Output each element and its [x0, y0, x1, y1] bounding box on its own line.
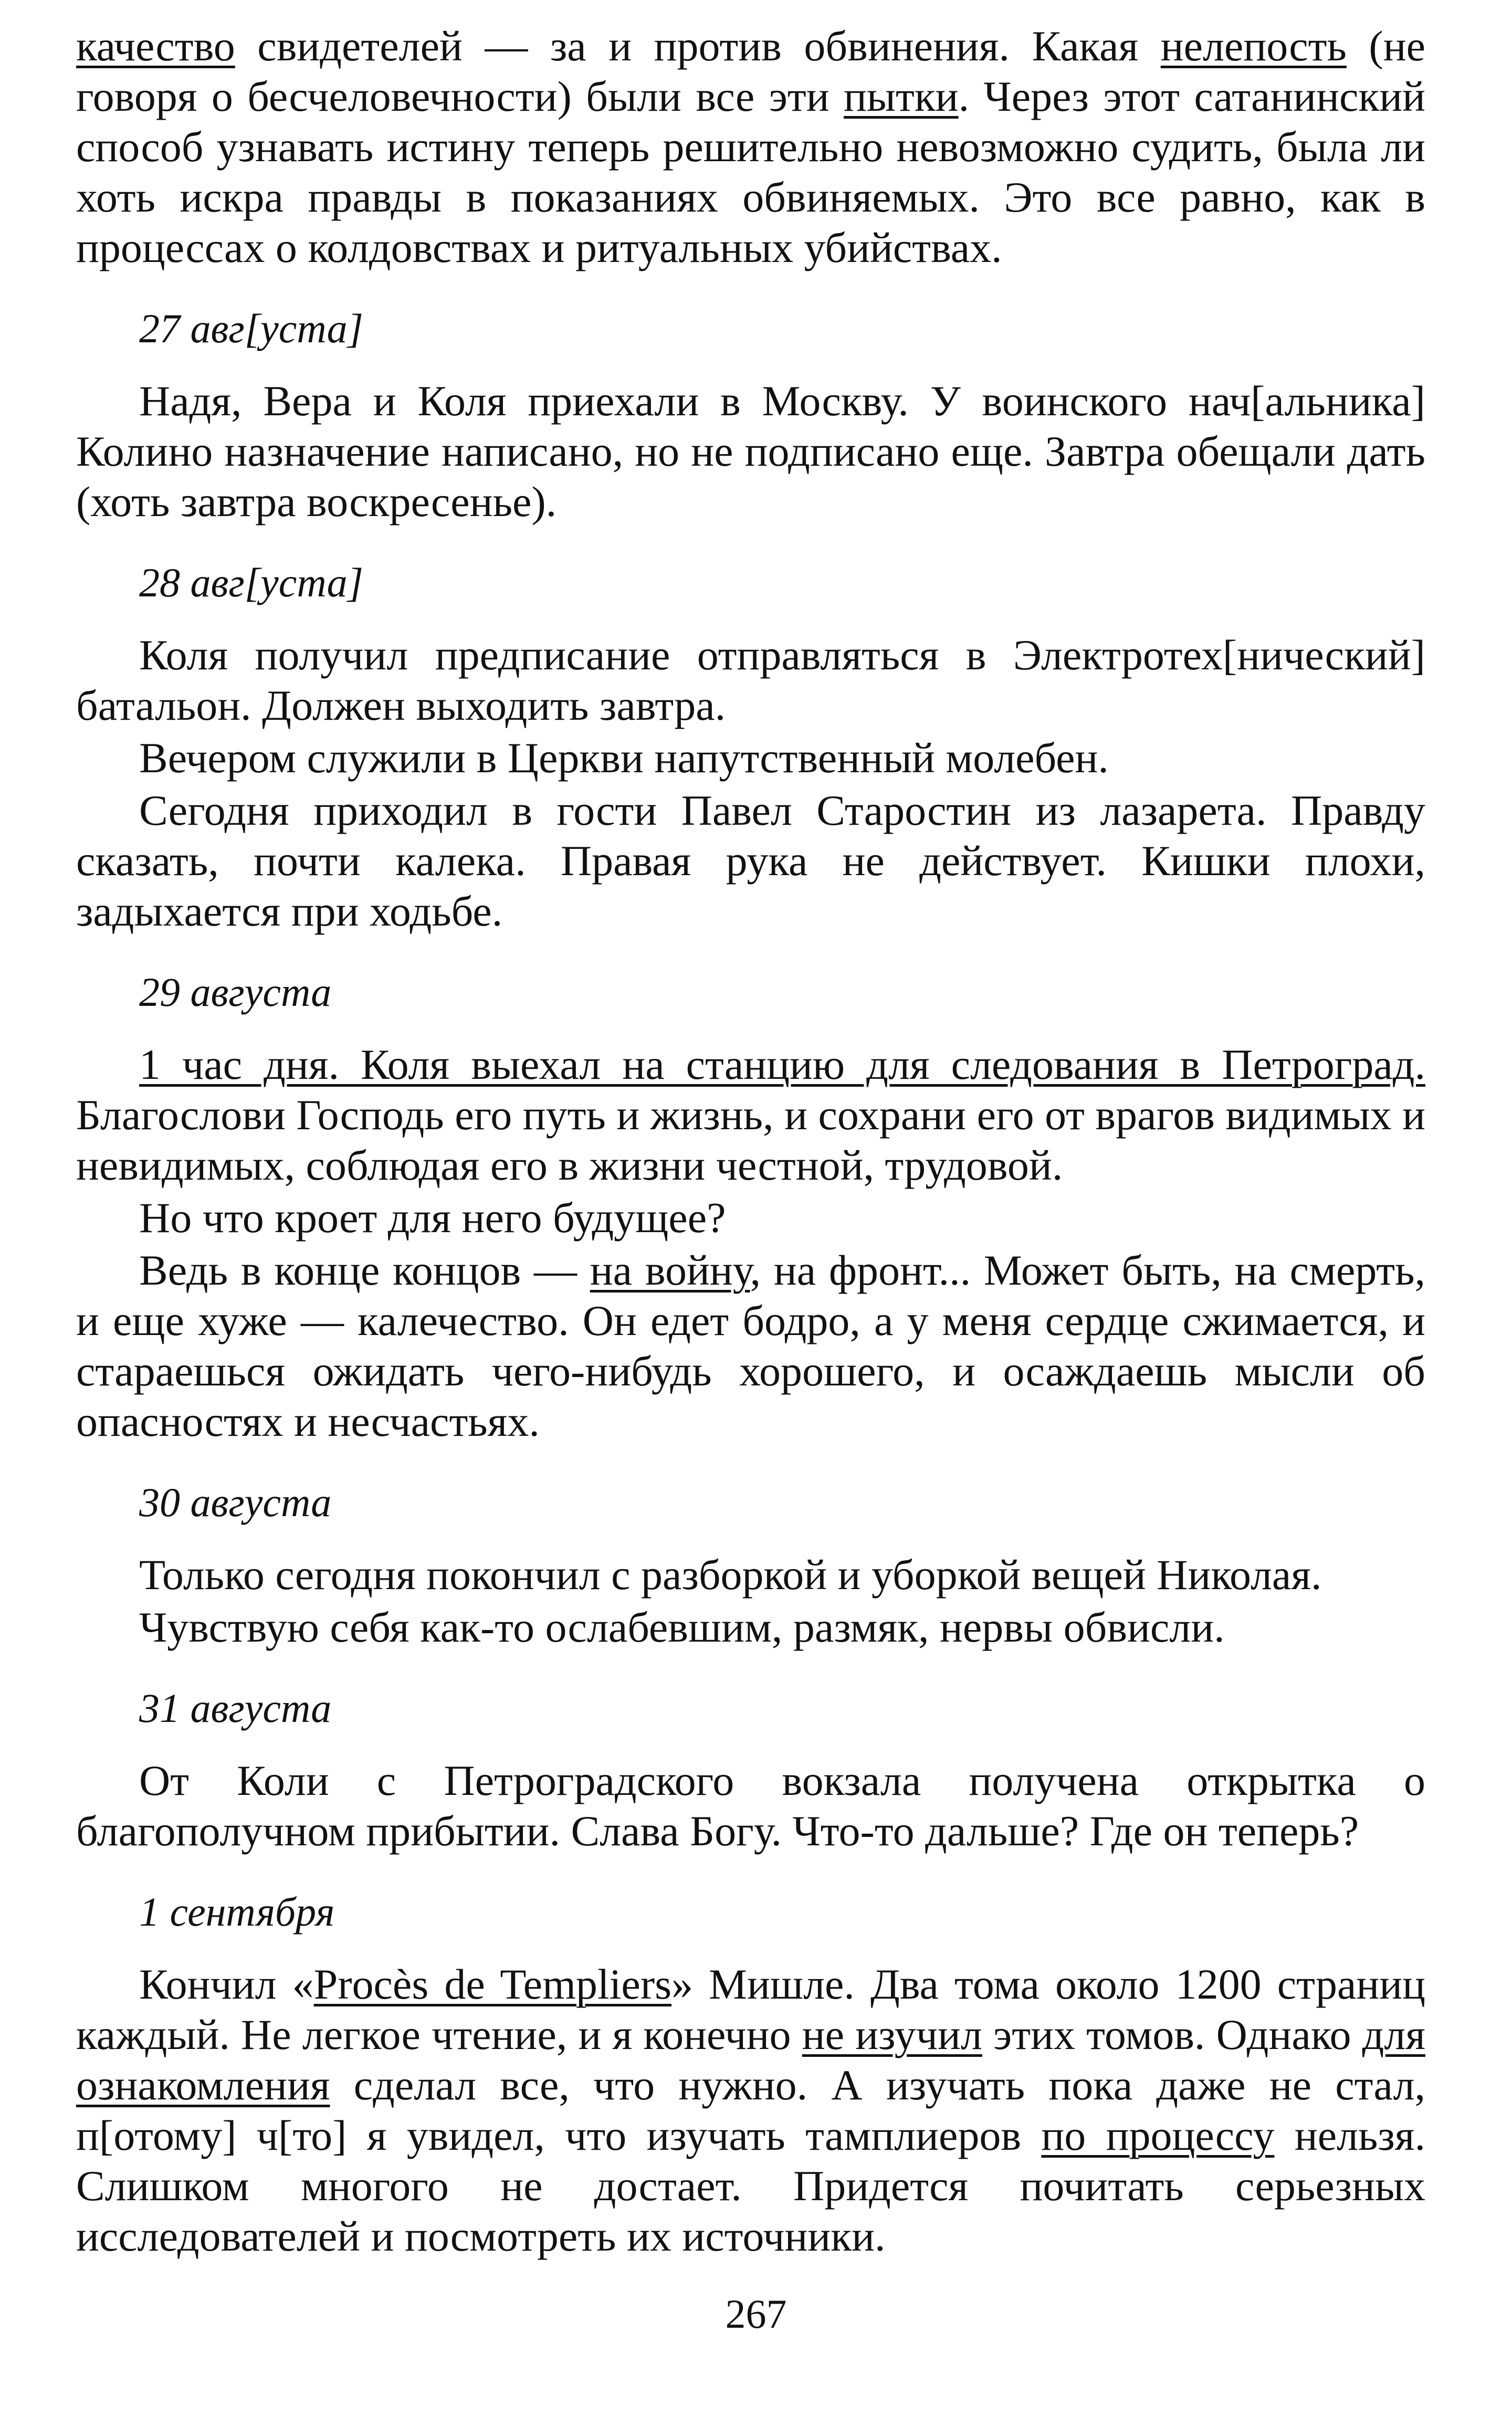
entry-date: 27 авг[уста] [139, 306, 364, 351]
diary-entry-30-august [76, 1477, 1425, 1653]
underlined-phrase: не изучил [802, 2011, 982, 2058]
page-number: 267 [725, 2291, 787, 2337]
text-run: Благослови Господь его путь и жизнь, и сохрани его от врагов видимых и невидимых, соблюдая его в жизни честной, трудовой. [76, 1091, 1425, 1189]
entry-paragraph: От Коли с Петроградского вокзала получена открытка о благополучном прибытии. Слава Богу. Что-то дальше? Где он теперь? [76, 1757, 1425, 1855]
text-run: сделал все, что нужно. А изучать пока даже не стал, п[отому] ч[то] я увидел, что изучать тамплиеров [76, 2061, 1425, 2159]
entry-date: 30 августа [139, 1479, 332, 1525]
diary-entry-29-august [76, 967, 1425, 1447]
entry-paragraph: Вечером служили в Церкви напутственный молебен. [139, 734, 1109, 782]
entry-date: 31 августа [139, 1685, 332, 1731]
opening-paragraph [76, 21, 1425, 273]
text-run: этих томов. Однако [982, 2011, 1362, 2058]
underlined-word: нелепость [1160, 22, 1347, 70]
underlined-phrase: по процессу [1041, 2111, 1275, 2159]
diary-entry-31-august [76, 1683, 1425, 1856]
text-run: (не говоря о бесчеловечности) были все эти [76, 22, 1425, 120]
underlined-phrase: на войну [590, 1246, 750, 1294]
diary-entry-28-august [76, 558, 1425, 937]
entry-date: 29 августа [139, 969, 332, 1015]
text-run: нельзя. Слишком многого не достает. Придется почитать серьезных исследователей и посмотреть их источники. [76, 2111, 1426, 2260]
diary-entry-27-august [76, 303, 1425, 527]
underlined-word: качество [76, 22, 235, 70]
entry-paragraph [76, 1039, 1425, 1191]
text-run: , на фронт... Может быть, на смерть, и еще хуже — калечество. Он едет бодро, а у меня сердце сжимается, и стараешься ожидать чего-нибудь хорошего, и осаждаешь мысли об опасностях и несчастьях. [76, 1246, 1425, 1445]
underlined-word: пытки [844, 72, 959, 120]
text-run: . Через этот сатанинский способ узнавать истину теперь решительно невозможно судить, была ли хоть искра правды в показаниях обвиняемых. Это все равно, как в процессах о колдовствах и ритуальных убийствах. [76, 72, 1425, 271]
underlined-phrase: для ознакомления [76, 2011, 1426, 2109]
entry-paragraph: Сегодня приходил в гости Павел Старостин из лазарета. Правду сказать, почти калека. Правая рука не действует. Кишки плохи, задыхается при ходьбе. [76, 786, 1425, 935]
text-run: Кончил « [139, 1960, 314, 2008]
entry-paragraph: Но что кроет для него будущее? [139, 1194, 726, 1242]
entry-date: 28 авг[уста] [139, 560, 364, 605]
entry-paragraph: Чувствую себя как-то ослабевшим, размяк, нервы обвисли. [139, 1603, 1225, 1651]
entry-paragraph: Коля получил предписание отправляться в Электротех[нический] батальон. Должен выходить завтра. [76, 631, 1425, 729]
text-run: свидетелей — за и против обвинения. Какая [235, 22, 1161, 70]
entry-paragraph [76, 1959, 1425, 2262]
diary-entry-1-september [76, 1887, 1425, 2262]
underlined-phrase: Procès de Templiers [313, 1960, 672, 2008]
entry-paragraph: Надя, Вера и Коля приехали в Москву. У воинского нач[альника] Колино назначение написано, но не подписано еще. Завтра обещали дать (хоть завтра воскресенье). [76, 377, 1425, 526]
text-run: Ведь в конце концов — [139, 1246, 590, 1294]
text-run: » Мишле. Два тома около 1200 страниц каждый. Не легкое чтение, и я конечно [76, 1960, 1425, 2058]
underlined-phrase: 1 час дня. Коля выехал на станцию для следования в Петроград. [139, 1041, 1425, 1088]
entry-date: 1 сентября [139, 1889, 335, 1935]
entry-paragraph: Только сегодня покончил с разборкой и уборкой вещей Николая. [139, 1551, 1322, 1599]
entry-paragraph [76, 1245, 1425, 1447]
